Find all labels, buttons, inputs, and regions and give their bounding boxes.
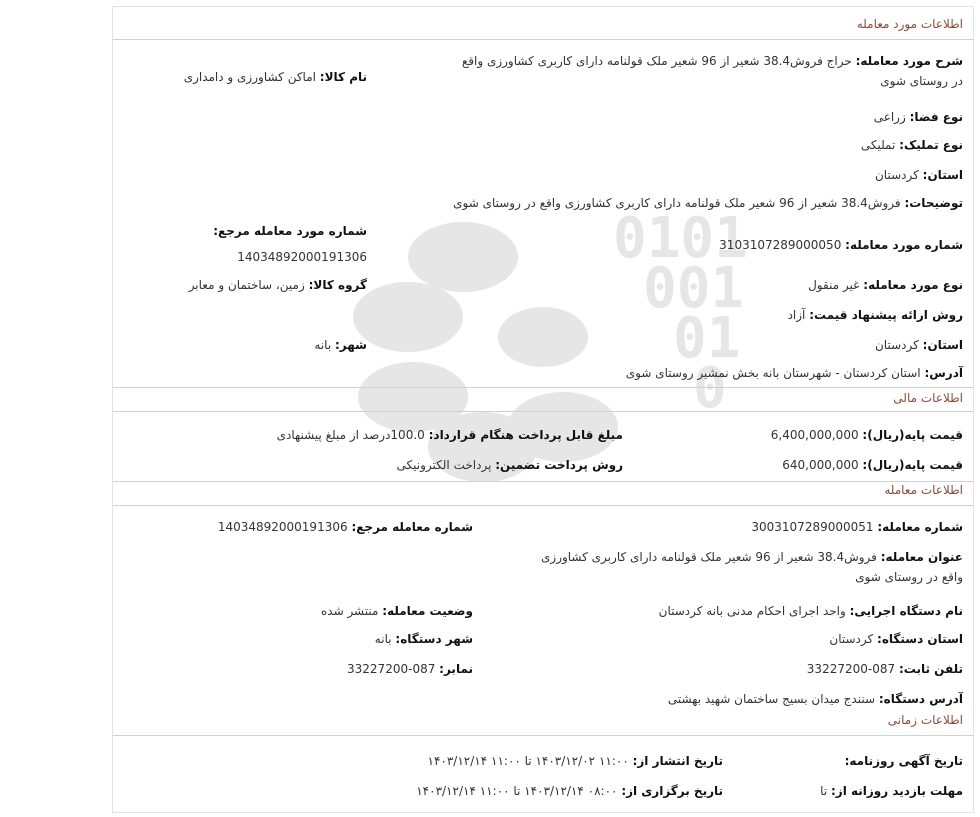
- space-type: نوع فضا: زراعی: [873, 110, 963, 124]
- org-name: نام دستگاه اجرایی: واحد اجرای احکام مدنی بانه کردستان: [658, 604, 963, 618]
- section-title-transaction: اطلاعات معامله: [884, 483, 963, 497]
- divider: [113, 481, 973, 482]
- notes: توضیحات: فروش38.4 شعیر از 96 شعیر ملک قولنامه دارای کاربری کشاورزی واقع در روستای شوی: [453, 196, 963, 210]
- divider: [113, 387, 973, 388]
- goods-group: گروه کالا: زمین، ساختمان و معابر: [188, 278, 367, 292]
- publish-date: تاریخ انتشار از: ۱۱:۰۰ ۱۴۰۳/۱۲/۰۲ تا ۱۱:۰۰ ۱۴۰۳/۱۲/۱۴: [427, 754, 723, 768]
- transaction-status: وضعیت معامله: منتشر شده: [320, 604, 473, 618]
- org-city: شهر دستگاه: بانه: [374, 632, 473, 646]
- section-title-timing: اطلاعات زمانی: [887, 713, 963, 727]
- divider: [113, 39, 973, 40]
- divider: [113, 505, 973, 506]
- svg-text:0: 0: [693, 356, 727, 421]
- daily-visit: مهلت بازدید روزانه از: تا: [820, 784, 963, 798]
- org-fax: نمابر: 087-33227200: [347, 662, 473, 676]
- held-date: تاریخ برگزاری از: ۰۸:۰۰ ۱۴۰۳/۱۲/۱۴ تا ۱۱:۰۰ ۱۴۰۳/۱۲/۱۴: [416, 784, 723, 798]
- svg-text:01: 01: [673, 306, 741, 371]
- page-frame: [112, 6, 974, 813]
- org-address: آدرس دستگاه: سنندج میدان بسیج ساختمان شهید بهشتی: [667, 692, 963, 706]
- base-price-2: قیمت پایه(ریال): 640,000,000: [782, 458, 963, 472]
- ownership-type: نوع تملیک: تملیکی: [860, 138, 963, 152]
- section-title-financial: اطلاعات مالی: [893, 391, 963, 405]
- transaction-title: عنوان معامله: فروش38.4 شعیر از 96 شعیر ملک قولنامه دارای کاربری کشاورزی واقع در روستای شوی: [541, 550, 963, 584]
- base-price: قیمت پایه(ریال): 6,400,000,000: [770, 428, 963, 442]
- svg-text:001: 001: [643, 256, 745, 321]
- item-number: شماره مورد معامله: 3103107289000050: [719, 238, 963, 252]
- ref-number-value: 14034892000191306: [237, 250, 367, 264]
- address: آدرس: استان کردستان - شهرستان بانه بخش نمشیر روستای شوی: [625, 366, 963, 380]
- newspaper-date: تاریخ آگهی روزنامه:: [844, 754, 963, 768]
- org-phone: تلفن ثابت: 087-33227200: [806, 662, 963, 676]
- city: شهر: بانه: [314, 338, 367, 352]
- divider: [113, 735, 973, 736]
- svg-text:0101: 0101: [613, 206, 748, 271]
- province-2: استان: کردستان: [874, 338, 963, 352]
- transaction-ref: شماره معامله مرجع: 14034892000191306: [217, 520, 473, 534]
- org-province: استان دستگاه: کردستان: [829, 632, 963, 646]
- ref-number-label: شماره مورد معامله مرجع:: [213, 224, 367, 238]
- contract-payment: مبلغ قابل پرداخت هنگام قرارداد: 100.0درصد از مبلغ پیشنهادی: [276, 428, 623, 442]
- watermark-logo-icon: [313, 197, 833, 597]
- section-title-deal-info: اطلاعات مورد معامله: [856, 17, 963, 31]
- divider: [113, 411, 973, 412]
- deal-description: شرح مورد معامله: حراج فروش38.4 شعیر از 96 شعیر ملک قولنامه دارای کاربری کشاورزی واقع در روستای شوی: [461, 54, 963, 88]
- goods-name: نام کالا: اماکن کشاورزی و دامداری: [183, 70, 367, 84]
- transaction-number: شماره معامله: 3003107289000051: [751, 520, 963, 534]
- offer-method: روش ارائه پیشنهاد قیمت: آزاد: [787, 308, 963, 322]
- item-type: نوع مورد معامله: غیر منقول: [808, 278, 963, 292]
- guarantee-method: روش پرداخت تضمین: پرداخت الکترونیکی: [396, 458, 623, 472]
- province: استان: کردستان: [874, 168, 963, 182]
